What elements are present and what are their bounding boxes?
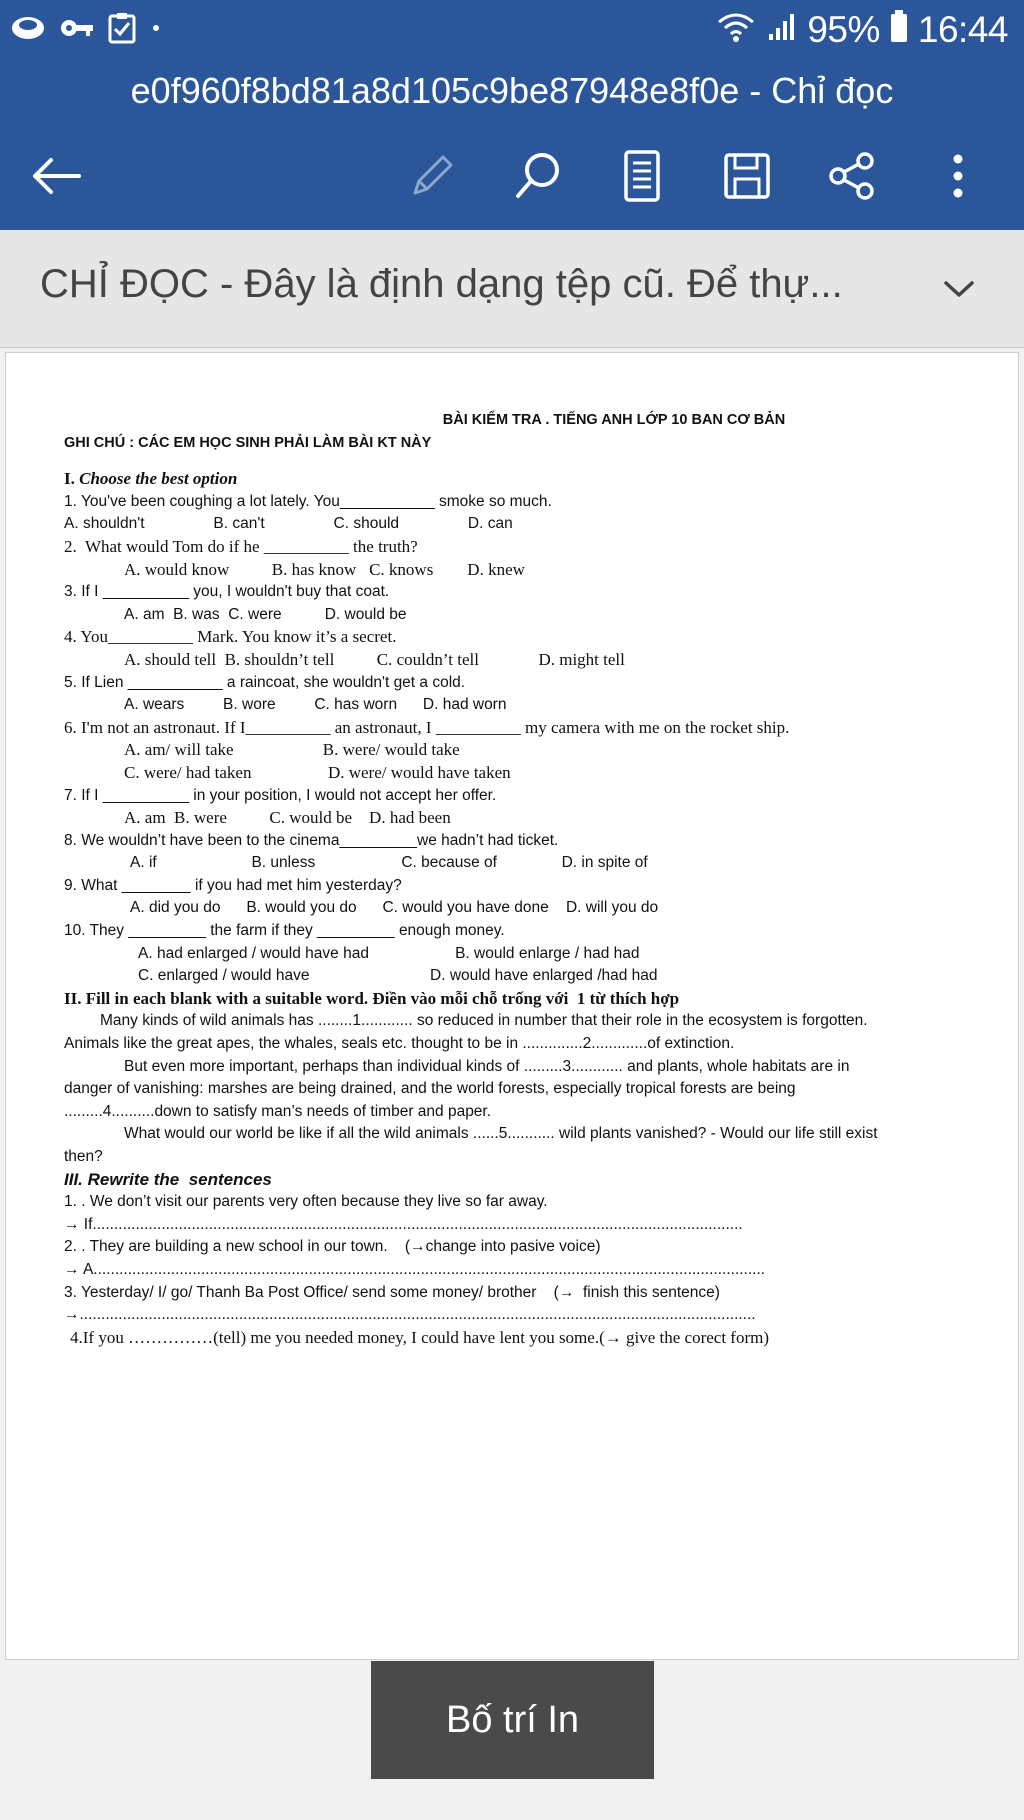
rewrite-3-answer: →.............................................................................................................................................................: [64, 1306, 756, 1324]
question-9-options: A. did you do B. would you do C. would you have done D. will you do: [130, 899, 659, 917]
question-2-options: A. would know B. has know C. knows D. knew: [124, 559, 525, 579]
question-4-options: A. should tell B. shouldn’t tell C. couldn’t tell D. might tell: [124, 649, 625, 669]
dot-icon: [150, 21, 162, 39]
battery-percent: 95%: [807, 9, 880, 50]
question-1-options: A. shouldn't B. can't C. should D. can: [64, 515, 513, 533]
rewrite-2-answer: → A............................................................................................................................................................: [64, 1260, 766, 1278]
question-5: 5. If Lien ___________ a raincoat, she wouldn't get a cold.: [64, 673, 466, 691]
read-only-banner[interactable]: [0, 230, 1024, 348]
document-page[interactable]: [5, 352, 1019, 1660]
status-icons-left: [10, 10, 162, 50]
battery-icon: [890, 9, 908, 51]
section-2-heading: II. Fill in each blank with a suitable word. Điền vào mỗi chỗ trống với 1 từ thích hợp: [64, 988, 680, 1008]
key-icon: [60, 17, 94, 44]
doc-header-title: BÀI KIỂM TRA . TIẾNG ANH LỚP 10 BAN CƠ BẢN: [442, 412, 786, 428]
rewrite-1: 1. . We don’t visit our parents very often because they live so far away.: [64, 1193, 548, 1211]
doc-header-note: GHI CHÚ : CÁC EM HỌC SINH PHẢI LÀM BÀI KT NÀY: [64, 434, 432, 451]
question-7-options: A. am B. were C. would be D. had been: [124, 808, 451, 828]
print-layout-button[interactable]: Bố trí In: [371, 1661, 654, 1779]
question-3-options: A. am B. was C. were D. would be: [124, 605, 407, 623]
back-button[interactable]: [26, 146, 86, 206]
edit-pencil-icon: [407, 151, 457, 201]
save-button[interactable]: [717, 146, 777, 206]
status-icons-right: [715, 8, 1008, 52]
question-4: 4. You__________ Mark. You know it’s a secret.: [64, 627, 397, 647]
notification-icon: [10, 13, 46, 48]
reading-view-icon: [622, 149, 662, 203]
search-icon: [512, 150, 564, 202]
question-9: 9. What ________ if you had met him yesterday?: [64, 876, 402, 894]
passage-line-7: then?: [64, 1148, 103, 1165]
section-1-title: Choose the best option: [79, 469, 238, 489]
question-8-options: A. if B. unless C. because of D. in spite of: [130, 854, 648, 872]
document-title: e0f960f8bd81a8d105c9be87948e8f0e - Chỉ đọc: [0, 62, 1024, 120]
question-5-options: A. wears B. wore C. has worn D. had worn: [124, 696, 507, 714]
question-6: 6. I'm not an astronaut. If I__________ an astronaut, I __________ my camera with me on the rocket ship.: [64, 717, 790, 737]
passage-line-4: danger of vanishing: marshes are being drained, and the world forests, especially tropical forests are being: [64, 1080, 796, 1098]
signal-icon: [767, 9, 797, 51]
document-content: [64, 409, 964, 1349]
passage-line-1: Many kinds of wild animals has ........1............ so reduced in number that their role in the ecosystem is forgotten.: [100, 1012, 868, 1030]
more-icon: [948, 151, 968, 201]
rewrite-4: 4.If you ……………(tell) me you needed money, I could have lent you some.(→ give the corect form): [70, 1327, 770, 1347]
question-3: 3. If I __________ you, I wouldn't buy that coat.: [64, 583, 390, 601]
banner-text: CHỈ ĐỌC - Đây là định dạng tệp cũ. Để thự...: [40, 262, 843, 306]
share-button[interactable]: [822, 146, 882, 206]
question-10-options-a: A. had enlarged / would have had B. would enlarge / had had: [138, 944, 640, 962]
question-6-options-b: C. were/ had taken D. were/ would have taken: [124, 762, 511, 782]
clipboard-check-icon: [108, 12, 136, 49]
question-2: 2. What would Tom do if he __________ the truth?: [64, 536, 418, 556]
passage-line-3: But even more important, perhaps than individual kinds of .........3............ and plants, whole habitats are in: [124, 1057, 850, 1075]
chevron-down-icon: [943, 279, 975, 299]
clock: 16:44: [917, 9, 1008, 50]
status-bar: [0, 0, 1024, 62]
more-options-button[interactable]: [928, 146, 988, 206]
search-button[interactable]: [508, 146, 568, 206]
question-6-options-a: A. am/ will take B. were/ would take: [124, 740, 460, 760]
section-1-number: I.: [64, 469, 80, 489]
question-1: 1. You've been coughing a lot lately. You___________ smoke so much.: [64, 492, 552, 510]
question-8: 8. We wouldn’t have been to the cinema_________we hadn’t had ticket.: [64, 831, 559, 849]
edit-button[interactable]: [402, 146, 462, 206]
passage-line-5: .........4..........down to satisfy man’s needs of timber and paper.: [64, 1102, 492, 1120]
section-3-heading: III. Rewrite the sentences: [64, 1169, 272, 1189]
question-7: 7. If I __________ in your position, I would not accept her offer.: [64, 786, 497, 804]
passage-line-2: Animals like the great apes, the whales, seals etc. thought to be in ..............2.............of extinction.: [64, 1035, 735, 1053]
share-icon: [827, 151, 877, 201]
passage-line-6: What would our world be like if all the wild animals ......5........... wild plants vanished? - Would our life still exist: [124, 1125, 878, 1143]
rewrite-3: 3. Yesterday/ I/ go/ Thanh Ba Post Office/ send some money/ brother (→ finish this sentence): [64, 1283, 720, 1301]
question-10-options-b: C. enlarged / would have D. would have enlarged /had had: [138, 967, 658, 985]
section-1-heading: [64, 468, 964, 491]
question-10: 10. They _________ the farm if they _________ enough money.: [64, 922, 505, 940]
save-icon: [722, 151, 772, 201]
rewrite-1-answer: → If.......................................................................................................................................................: [64, 1215, 743, 1233]
reading-view-button[interactable]: [612, 146, 672, 206]
app-toolbar: [0, 120, 1024, 230]
banner-expand-button[interactable]: [934, 264, 984, 314]
back-arrow-icon: [29, 156, 83, 196]
rewrite-2: 2. . They are building a new school in our town. (→change into pasive voice): [64, 1238, 601, 1256]
wifi-icon: [715, 9, 757, 51]
